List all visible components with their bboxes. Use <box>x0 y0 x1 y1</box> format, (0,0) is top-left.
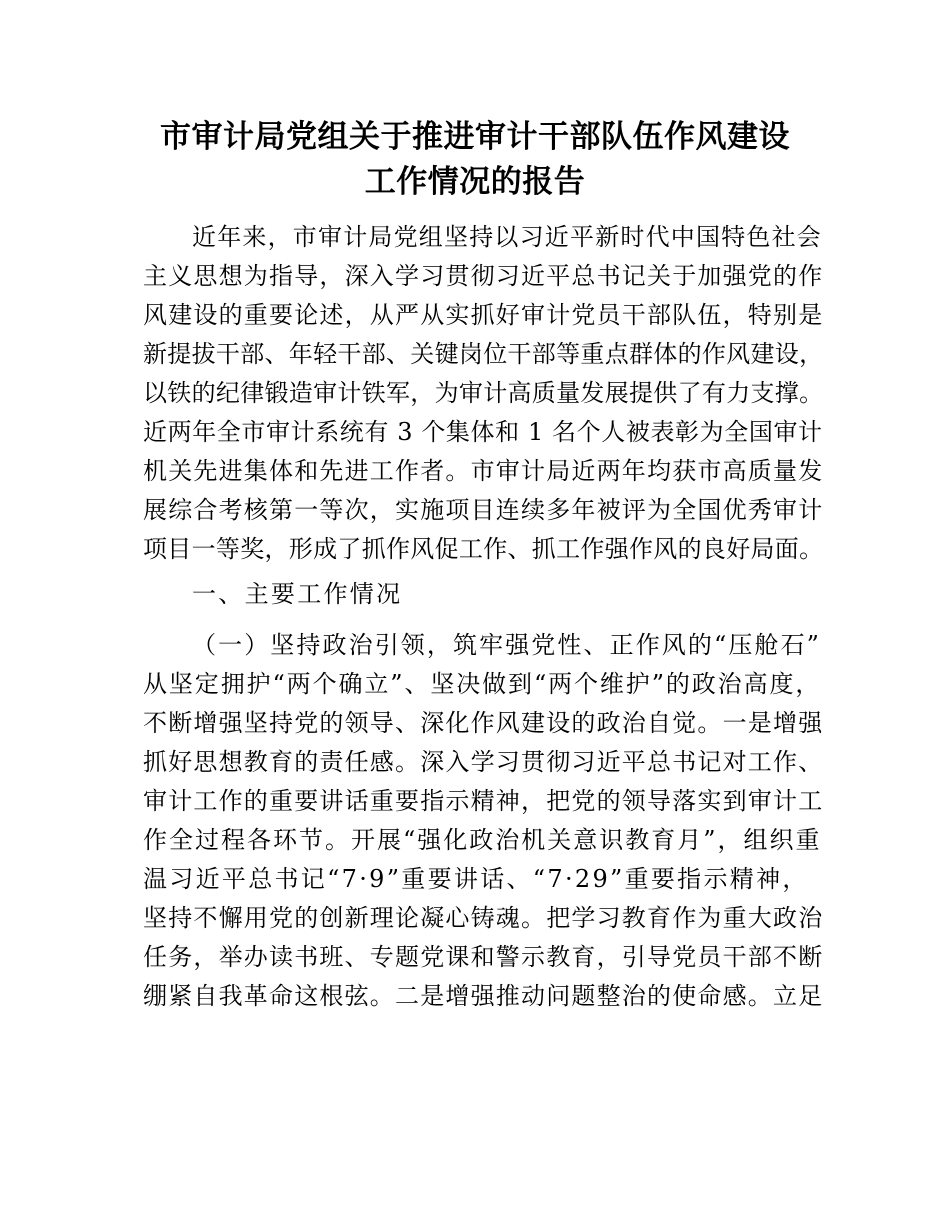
paragraph-line: 任务，举办读书班、专题党课和警示教育，引导党员干部不断 <box>143 943 824 971</box>
paragraph-line: 近两年全市审计系统有 3 个集体和 1 名个人被表彰为全国审计 <box>143 418 823 446</box>
paragraph-line: 不断增强坚持党的领导、深化作风建设的政治自觉。一是增强 <box>143 709 824 737</box>
paragraph-line: 审计工作的重要讲话重要指示精神，把党的领导落实到审计工 <box>143 787 824 815</box>
paragraph-line: 坚持不懈用党的创新理论凝心铸魂。把学习教育作为重大政治 <box>143 904 824 932</box>
paragraph-line: 主义思想为指导，深入学习贯彻习近平总书记关于加强党的作 <box>143 262 824 290</box>
paragraph-line: 以铁的纪律锻造审计铁军，为审计高质量发展提供了有力支撑。 <box>143 379 824 407</box>
paragraph-line: 展综合考核第一等次，实施项目连续多年被评为全国优秀审计 <box>143 496 824 524</box>
paragraph-line: 抓好思想教育的责任感。深入学习贯彻习近平总书记对工作、 <box>143 748 824 776</box>
paragraph-line: 绷紧自我革命这根弦。二是增强推动问题整治的使命感。立足 <box>143 982 824 1010</box>
paragraph-line: 温习近平总书记“7·9”重要讲话、“7·29”重要指示精神， <box>143 865 809 893</box>
document-title-line-1: 市审计局党组关于推进审计干部队伍作风建设 <box>160 119 790 155</box>
section-heading: 一、主要工作情况 <box>192 580 403 608</box>
subsection-heading: （一）坚持政治引领，筑牢强党性、正作风的“压舱石” <box>192 631 822 659</box>
paragraph-line: 项目一等奖，形成了抓作风促工作、抓工作强作风的良好局面。 <box>143 535 824 563</box>
paragraph-line: 机关先进集体和先进工作者。市审计局近两年均获市高质量发 <box>143 457 824 485</box>
paragraph-line: 新提拔干部、年轻干部、关键岗位干部等重点群体的作风建设， <box>143 340 824 368</box>
paragraph-line: 从坚定拥护“两个确立”、坚决做到“两个维护”的政治高度， <box>143 670 822 698</box>
paragraph-line: 近年来，市审计局党组坚持以习近平新时代中国特色社会 <box>192 223 822 251</box>
paragraph-line: 作全过程各环节。开展“强化政治机关意识教育月”，组织重 <box>143 826 822 854</box>
paragraph-line: 风建设的重要论述，从严从实抓好审计党员干部队伍，特别是 <box>143 301 824 329</box>
document-title-line-2: 工作情况的报告 <box>364 164 586 200</box>
